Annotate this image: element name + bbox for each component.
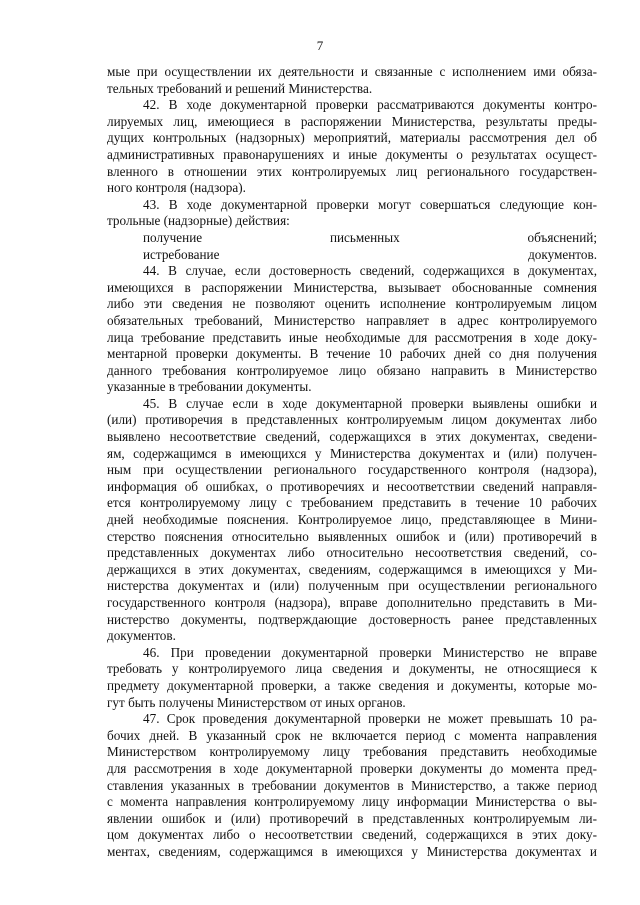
text-line: нистерства документах и (или) полученным при осуществлении регионального	[107, 578, 597, 594]
text-line: ется контролируемому лицу с требованием представить в течение 10 рабочих	[107, 495, 597, 511]
text-line: документов.	[107, 628, 176, 644]
paragraph-p45	[107, 396, 597, 645]
text-line: лируемых лиц, имеющиеся в распоряжении Министерства, результаты преды-	[107, 113, 597, 129]
paragraph-p43-list	[107, 230, 597, 263]
text-line: лица требование представить иные необходимые для рассмотрения в ходе доку-	[107, 329, 597, 345]
text-line: либо эти сведения не позволяют оценить исполнение контролируемым лицом	[107, 296, 597, 312]
text-line: обязательных требований, Министерство направляет в адрес контролируемого	[107, 312, 597, 328]
text-line: ментарной проверки документы. В течение 10 рабочих дней со дня получения	[107, 346, 597, 362]
text-line: дущих контрольных (надзорных) мероприятий, материалы рассмотрения дел об	[107, 130, 597, 146]
list-item: истребование документов.	[143, 246, 597, 262]
document-body	[107, 64, 597, 861]
text-line: тельных требований и решений Министерства.	[107, 80, 373, 96]
text-line: трольные (надзорные) действия:	[107, 213, 290, 229]
text-line: государственного контроля (надзора), вправе дополнительно представить в Ми-	[107, 595, 597, 610]
text-line: указанные в требовании документы.	[107, 379, 312, 395]
paragraph-p46	[107, 645, 597, 711]
text-line: вленного в отношении этих контролируемых лиц регионального государствен-	[107, 163, 597, 179]
paragraph-p41-cont	[107, 64, 597, 97]
text-line: 42. В ходе документарной проверки рассматриваются документы контро-	[143, 97, 597, 113]
paragraph-p47	[107, 711, 597, 860]
text-line: ментах, сведениям, содержащимся в имеющихся у Министерства документах и	[107, 843, 597, 859]
text-line: предмету документарной проверки, а также сведения и документы, которые мо-	[107, 677, 597, 693]
paragraph-p44	[107, 263, 597, 396]
text-line: явлении ошибок и (или) противоречий в представленных контролируемым ли-	[107, 810, 597, 826]
list-item: получение письменных объяснений;	[143, 229, 597, 245]
text-line: для рассмотрения в ходе документарной проверки документы до момента пред-	[107, 760, 597, 776]
text-line: административных правонарушениях и иные документы о результатах осущест-	[107, 146, 597, 162]
text-line: стерство пояснения относительно выявленных ошибок и (или) противоречий в	[107, 528, 597, 544]
text-line: гут быть получены Министерством от иных органов.	[107, 694, 406, 710]
text-line: ям, содержащимся в имеющихся у Министерства документах и (или) получен-	[107, 445, 597, 461]
text-line: имеющихся в распоряжении Министерства, вызывает обоснованные сомнения	[107, 279, 597, 295]
text-line: 46. При проведении документарной проверки Министерство не вправе	[143, 644, 597, 660]
text-line: с момента направления контролируемому лицу информации Министерства о вы-	[107, 794, 597, 810]
text-line: информация об ошибках, о противоречиях и несоответствии сведений направля-	[107, 478, 597, 494]
paragraph-p43	[107, 197, 597, 230]
text-line: представленных документах либо относительно несоответствия сведений, со-	[107, 545, 597, 561]
text-line: держащихся в этих документах, сведениям, содержащимся в имеющихся у Ми-	[107, 561, 597, 577]
page-number: 7	[316, 38, 324, 53]
text-line: 47. Срок проведения документарной проверки не может превышать 10 ра-	[143, 711, 597, 727]
text-line: ного контроля (надзора).	[107, 180, 246, 196]
text-line: 43. В ходе документарной проверки могут совершаться следующие кон-	[143, 196, 597, 212]
text-line: требовать у контролируемого лица сведения и документы, не относящиеся к	[107, 661, 597, 677]
text-line: мые при осуществлении их деятельности и связанные с исполнением ими обяза-	[107, 64, 597, 79]
text-line: (или) противоречия в представленных контролируемым лицом документах либо	[107, 412, 597, 428]
text-line: 44. В случае, если достоверность сведений, содержащихся в документах,	[143, 263, 597, 279]
text-line: 45. В случае если в ходе документарной проверки выявлены ошибки и	[143, 395, 597, 411]
text-line: ным при осуществлении регионального государственного контроля (надзора),	[107, 462, 597, 478]
text-line: Министерством контролируемому лицу требования представить необходимые	[107, 744, 597, 760]
text-line: данного требования контролируемое лицо обязано направить в Министерство	[107, 362, 597, 378]
paragraph-p42	[107, 97, 597, 197]
text-line: нистерство документы, подтверждающие достоверность ранее представленных	[107, 611, 597, 627]
text-line: выявлено несоответствие сведений, содержащихся в этих документах, сведени-	[107, 429, 597, 445]
text-line: ставления указанных в требовании документов в Министерство, а также период	[107, 777, 597, 793]
text-line: бочих дней. В указанный срок не включается период с момента направления	[107, 727, 597, 743]
text-line: цом документах либо о несоответствии сведений, содержащихся в этих доку-	[107, 827, 597, 843]
text-line: дней необходимые пояснения. Контролируемое лицо, представляющее в Мини-	[107, 512, 597, 528]
